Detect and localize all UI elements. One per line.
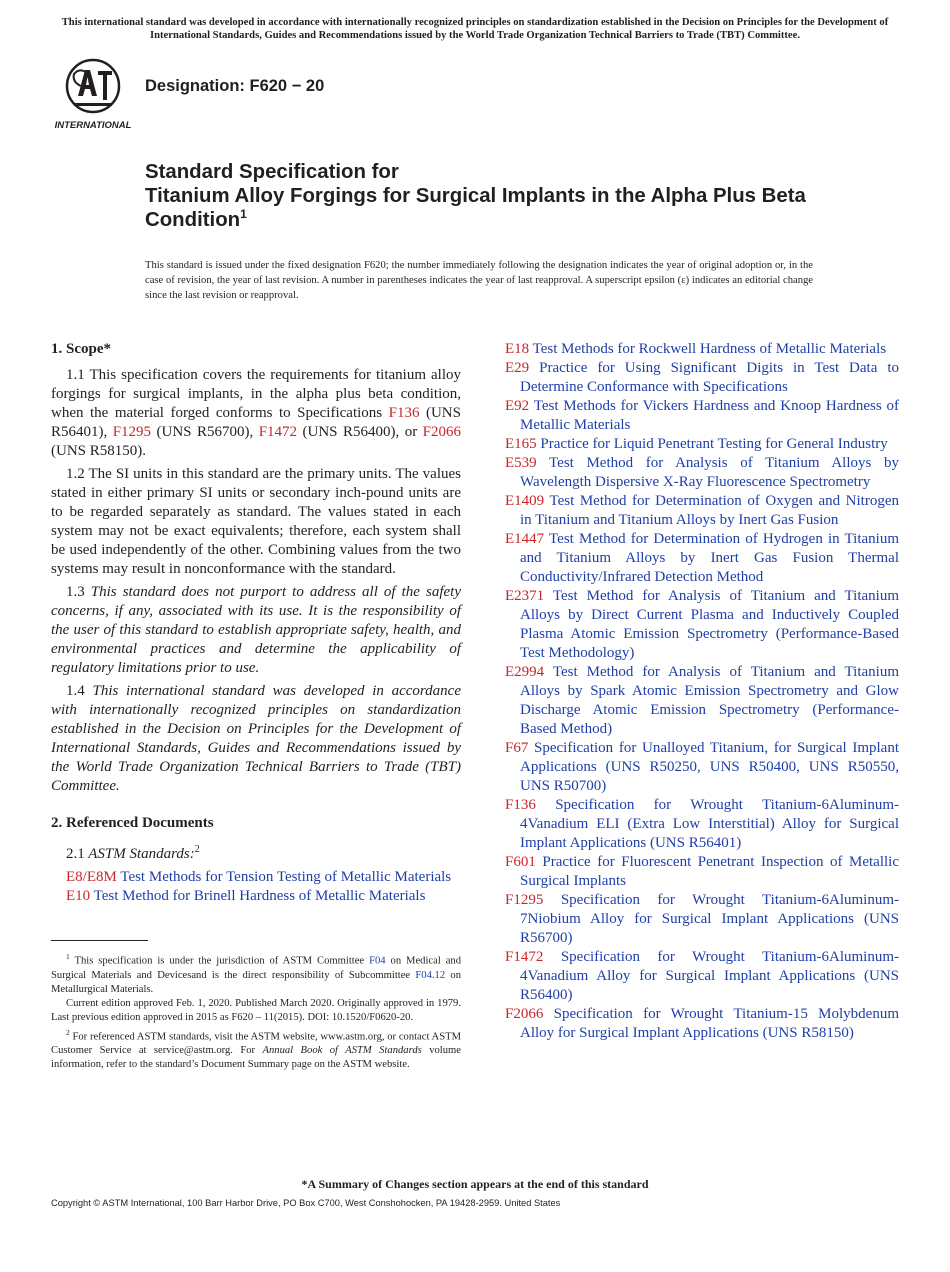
reference-code[interactable]: F1295 xyxy=(505,892,544,908)
reference-title[interactable]: Test Method for Brinell Hardness of Metallic Materials xyxy=(90,888,426,904)
footnotes xyxy=(51,950,461,1073)
reference-item[interactable] xyxy=(505,340,899,359)
reference-item[interactable] xyxy=(505,587,899,663)
header-notice: This international standard was developed in accordance with internationally recognized principles on standardization established in the Decision on Principles for the Development of International Standards, Guides and Recommendations issued by the World Trade Organization Technical Barriers to Trade (TBT) Committee. xyxy=(61,17,889,41)
scope-para-1-3: 1.3 This standard does not purport to address all of the safety concerns, if any, associated with its use. It is the responsibility of the user of this standard to establish appropriate safety, health, and environmental practices and determine the applicability of regulatory limitations prior to use. xyxy=(51,584,461,676)
reference-item[interactable] xyxy=(505,435,899,454)
reference-item[interactable] xyxy=(505,663,899,739)
scope-heading: 1. Scope* xyxy=(51,341,111,357)
footnote-divider xyxy=(51,940,148,941)
subcommittee-link-f04-12[interactable]: F04.12 xyxy=(415,969,446,981)
reference-title[interactable]: Test Method for Determination of Hydrogen in Titanium and Titanium Alloys by Inert Gas Fusion Thermal Conductivity/Infrared Detection Method xyxy=(520,531,899,585)
copyright: Copyright © ASTM International, 100 Barr Harbor Drive, PO Box C700, West Conshohocken, PA 19428-2959. United States xyxy=(51,1198,561,1208)
ref-link-f1472[interactable]: F1472 xyxy=(258,424,298,440)
reference-title[interactable]: Test Methods for Tension Testing of Metallic Materials xyxy=(116,869,452,885)
reference-code[interactable]: E1409 xyxy=(505,493,545,509)
reference-code[interactable]: F67 xyxy=(505,740,529,756)
logo-wordmark: INTERNATIONAL xyxy=(54,120,132,131)
scope-para-1-4: 1.4 This international standard was developed in accordance with internationally recognized principles on standardization established in the Decision on Principles for the Development of International Standards, Guides and Recommendations issued by the World Trade Organization Technical Barriers to Trade (TBT) Committee. xyxy=(51,683,461,794)
reference-code[interactable]: E29 xyxy=(505,360,530,376)
reference-title[interactable]: Test Method for Analysis of Titanium and Titanium Alloys by Spark Atomic Emission Spectrometry and Glow Discharge Atomic Emission Spectrometry (Performance-Based Method) xyxy=(520,664,899,737)
reference-item[interactable] xyxy=(66,868,461,887)
reference-code[interactable]: F601 xyxy=(505,854,536,870)
references-heading: 2. Referenced Documents xyxy=(51,815,214,831)
title-footnote-mark: 1 xyxy=(240,207,247,221)
reference-title[interactable]: Test Method for Analysis of Titanium and Titanium Alloys by Direct Current Plasma and Inductively Coupled Plasma Atomic Emission Spectrometry (Performance-Based Test Methodology) xyxy=(520,588,899,661)
reference-item[interactable] xyxy=(505,1005,899,1043)
reference-code[interactable]: E539 xyxy=(505,455,537,471)
reference-item[interactable] xyxy=(505,492,899,530)
reference-title[interactable]: Specification for Unalloyed Titanium, for Surgical Implant Applications (UNS R50250, UNS R50400, UNS R50550, UNS R50700) xyxy=(520,740,899,794)
document-title xyxy=(145,160,845,232)
title-line-1: Standard Specification for xyxy=(145,161,399,183)
reference-item[interactable] xyxy=(505,397,899,435)
reference-code[interactable]: F1472 xyxy=(505,949,544,965)
reference-item[interactable] xyxy=(505,796,899,853)
reference-code[interactable]: E92 xyxy=(505,398,530,414)
astm-logo xyxy=(52,56,134,132)
footnote-1-edition: Current edition approved Feb. 1, 2020. Published March 2020. Originally approved in 1979. Last previous edition approved in 2015 as F620 – 11(2015). DOI: 10.1520/F0620-20. xyxy=(51,998,461,1024)
left-reference-list xyxy=(51,868,461,906)
reference-title[interactable]: Test Methods for Rockwell Hardness of Metallic Materials xyxy=(529,341,887,357)
left-column xyxy=(51,340,461,906)
ref-link-f1295[interactable]: F1295 xyxy=(112,424,152,440)
reference-title[interactable]: Specification for Wrought Titanium-6Aluminum-4Vanadium Alloy for Surgical Implant Applications (UNS R56400) xyxy=(520,949,899,1003)
reference-code[interactable]: E18 xyxy=(505,341,530,357)
reference-code[interactable]: E8/E8M xyxy=(66,869,117,885)
astm-standards-subheading: 2.1 ASTM Standards:$^2$ xyxy=(66,844,200,862)
reference-item[interactable] xyxy=(505,530,899,587)
reference-code[interactable]: F2066 xyxy=(505,1006,544,1022)
reference-item[interactable] xyxy=(505,359,899,397)
right-reference-list xyxy=(505,340,899,1043)
reference-title[interactable]: Specification for Wrought Titanium-6Aluminum-7Niobium Alloy for Surgical Implant Applications (UNS R56700) xyxy=(520,892,899,946)
ref-link-f136[interactable]: F136 xyxy=(388,405,420,421)
reference-code[interactable]: E10 xyxy=(66,888,91,904)
reference-item[interactable] xyxy=(66,887,461,906)
reference-title[interactable]: Practice for Using Significant Digits in Test Data to Determine Conformance with Specifications xyxy=(520,360,899,395)
scope-para-1-2: 1.2 The SI units in this standard are the primary units. The values stated in either primary SI units or secondary inch-pound units are to be regarded separately as standard. The values stated in each system may not be exact equivalents; therefore, each system shall be used independently of the other. Combining values from the two systems may result in nonconformance with the standard. xyxy=(51,466,461,577)
reference-title[interactable]: Test Method for Determination of Oxygen and Nitrogen in Titanium and Titanium Alloys by Inert Gas Fusion xyxy=(520,493,899,528)
ref-link-f2066[interactable]: F2066 xyxy=(422,424,462,440)
title-line-2: Titanium Alloy Forgings for Surgical Implants in the Alpha Plus Beta Condition$^1$ xyxy=(145,185,806,231)
reference-title[interactable]: Practice for Fluorescent Penetrant Inspection of Metallic Surgical Implants xyxy=(520,854,899,889)
footnote-1: $^1$ This specification is under the jurisdiction of ASTM Committee F04 on Medical and Surgical Materials and Devicesand is the direct responsibility of Subcommittee F04.12 on Metallurgical Materials. xyxy=(51,952,462,995)
reference-code[interactable]: E2994 xyxy=(505,664,545,680)
committee-link-f04[interactable]: F04 xyxy=(369,955,386,967)
reference-item[interactable] xyxy=(505,891,899,948)
designation: Designation: F620 − 20 xyxy=(145,77,325,95)
reference-code[interactable]: F136 xyxy=(505,797,536,813)
footnote-2: $^2$ For referenced ASTM standards, visit the ASTM website, www.astm.org, or contact ASTM Customer Service at service@astm.org. For Annual Book of ASTM Standards volume information, refer to the standard’s Document Summary page on the ASTM website. xyxy=(51,1027,461,1071)
reference-title[interactable]: Specification for Wrought Titanium-15 Molybdenum Alloy for Surgical Implant Applications (UNS R58150) xyxy=(520,1006,899,1041)
reference-title[interactable]: Specification for Wrought Titanium-6Aluminum-4Vanadium ELI (Extra Low Interstitial) Alloy for Surgical Implant Applications (UNS R56401) xyxy=(520,797,899,851)
reference-code[interactable]: E1447 xyxy=(505,531,545,547)
reference-item[interactable] xyxy=(505,948,899,1005)
reference-item[interactable] xyxy=(505,454,899,492)
summary-of-changes-note: *A Summary of Changes section appears at the end of this standard xyxy=(301,1177,649,1191)
reference-code[interactable]: E2371 xyxy=(505,588,545,604)
reference-code[interactable]: E165 xyxy=(505,436,537,452)
reference-item[interactable] xyxy=(505,739,899,796)
reference-title[interactable]: Test Methods for Vickers Hardness and Knoop Hardness of Metallic Materials xyxy=(520,398,899,433)
reference-title[interactable]: Test Method for Analysis of Titanium Alloys by Wavelength Dispersive X-Ray Fluorescence Spectrometry xyxy=(520,455,899,490)
reference-title[interactable]: Practice for Liquid Penetrant Testing for General Industry xyxy=(536,436,888,452)
scope-para-1-1: 1.1 This specification covers the requirements for titanium alloy forgings for surgical implants, in the alpha plus beta condition, when the material forged conforms to Specifications F136 (UNS R56401), F1295 (UNS R56700), F1472 (UNS R56400), or F2066 (UNS R58150). xyxy=(51,367,462,459)
issued-note: This standard is issued under the fixed designation F620; the number immediately following the designation indicates the year of original adoption or, in the case of revision, the year of last revision. A number in parentheses indicates the year of last reapproval. A superscript epsilon (ε) indicates an editorial change since the last revision or reapproval. xyxy=(145,260,813,301)
reference-item[interactable] xyxy=(505,853,899,891)
